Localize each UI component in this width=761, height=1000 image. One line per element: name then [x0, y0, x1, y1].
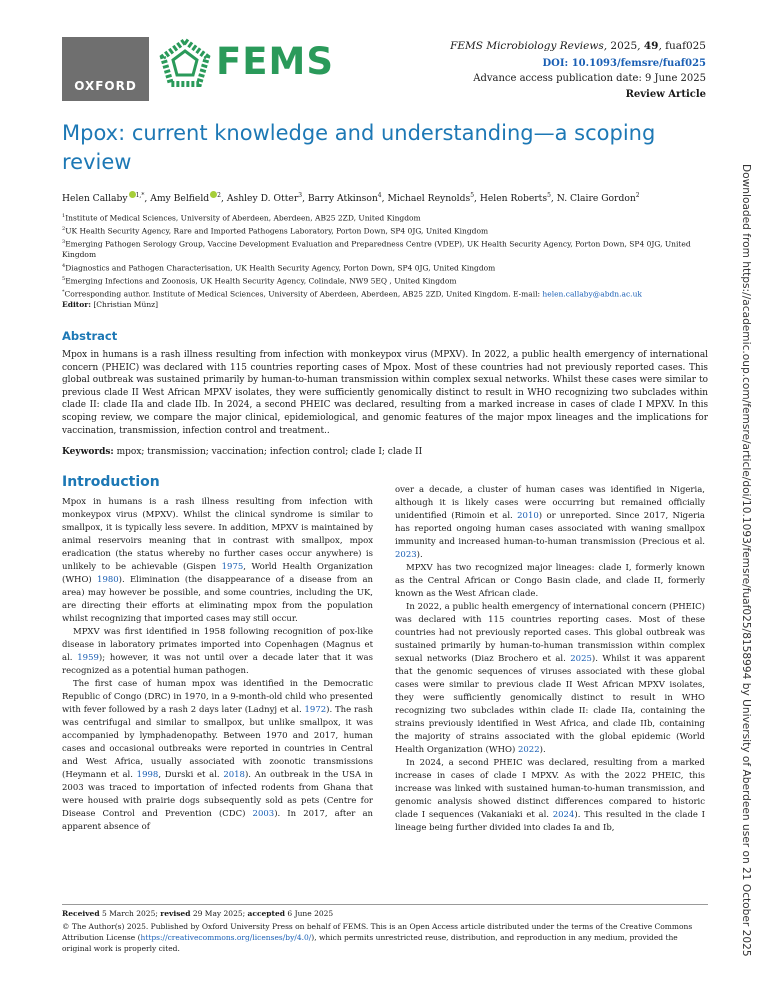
license-link[interactable]: https://creativecommons.org/licenses/by/4.0/	[140, 933, 312, 942]
body-text: Mpox in humans is a rash illness resulting from infection with monkeypox virus (MPXV). Whilst the clinical syndrome is similar to smallpox, it is typically less severe. In addition, MPXV is maintained by animal reservoirs meaning that in contrast with smallpox, mpox eradication (the status whereby no further cases occur anywhere) is unlikely to be achievable (Gispen	[62, 497, 373, 572]
download-stamp-text: Downloaded from https://academic.oup.com/femsre/article/doi/10.1093/femsre/fuaf025/8158994 by University of Aberdeen user on 21 October 2025	[740, 164, 752, 957]
author-name: Ashley D. Otter	[226, 193, 299, 205]
body-paragraph	[395, 757, 705, 835]
body-text: , Durski et al.	[158, 770, 224, 780]
body-paragraph	[395, 484, 705, 562]
accepted-label: accepted	[247, 909, 286, 918]
affiliation-sup: 5	[62, 275, 66, 282]
fems-emblem-icon	[158, 37, 212, 91]
affiliation-sup: 3	[62, 239, 66, 245]
editor-line	[62, 300, 712, 311]
body-text: ). An outbreak in the USA in 2003 was traced to importation of infected rodents from Ghana that were housed with prairie dogs subsequently sold as pets (Centre for Disease Control and Prevention (CDC)	[62, 770, 373, 819]
author-affil-sup: 2	[217, 192, 221, 199]
download-stamp	[734, 164, 756, 957]
editor-label: Editor:	[62, 299, 91, 309]
corresponding-author	[62, 287, 712, 300]
affiliation-sup: 4	[62, 262, 66, 269]
orcid-icon[interactable]	[129, 191, 136, 198]
affiliation-text: Emerging Infections and Zoonosis, UK Health Security Agency, Colindale, NW9 5EQ , United Kingdom	[65, 276, 457, 285]
accepted-date: 6 June 2025	[285, 909, 334, 918]
advance-access-date: Advance access publication date: 9 June 2025	[473, 73, 706, 84]
author-name: Amy Belfield	[150, 193, 210, 205]
footer-divider	[62, 904, 708, 905]
citation-link[interactable]: 1980	[97, 575, 119, 585]
oxford-logo	[62, 37, 149, 101]
body-text: ).	[416, 550, 423, 560]
citation-link[interactable]: 2024	[552, 810, 575, 820]
corresponding-email-link[interactable]: helen.callaby@abdn.ac.uk	[542, 289, 642, 298]
affiliation-sup: 1	[62, 213, 66, 219]
abstract-heading: Abstract	[62, 329, 118, 343]
body-paragraph: MPXV has two recognized major lineages: clade I, formerly known as the Central African or Congo Basin clade, and clade II, formerly known as the West African clade.	[395, 563, 705, 599]
introduction-heading: Introduction	[62, 474, 160, 490]
body-text: ). Whilst it was apparent that the genomic sequences of viruses associated with these global cases were similar to previous clade II West African MPXV isolates, they were sufficiently genomically distinct to result in WHO recognizing two subclades within clade II: clade IIa, containing the strains previously identified in West Africa, and clade IIb, containing the majority of strains associated with the global epidemic (World Health Organization (WHO)	[395, 654, 706, 755]
author-name: Helen Callaby	[62, 193, 128, 205]
journal-volume: 49	[643, 40, 659, 52]
citation-link[interactable]: 1972	[304, 705, 327, 715]
body-text: In 2024, a second PHEIC was declared, resulting from a marked increase in cases of clade I MPXV. As with the 2022 PHEIC, this increase was linked with sustained human-to-human transmission, and genomic analysis showed distinct differences compared to historic clade I sequences (Vakaniaki et al.	[395, 758, 705, 820]
citation-link[interactable]: 1998	[136, 770, 159, 780]
journal-article-id: fuaf025	[665, 40, 706, 52]
corresponding-text: Corresponding author. Institute of Medical Sciences, University of Aberdeen, Aberdeen, AB25 2ZD, United Kingdom. E-mail:	[64, 289, 543, 298]
received-dates	[62, 909, 333, 918]
citation-link[interactable]: 2010	[517, 511, 539, 521]
author-name: Barry Atkinson	[307, 193, 378, 205]
body-text: The first case of human mpox was identified in the Democratic Republic of Congo (DRC) in 1970, in a 9-month-old child who presented with fever followed by a rash 2 days later (Ladnyj et al.	[62, 679, 373, 715]
fems-logo-text: FEMS	[216, 40, 335, 83]
affiliation-item	[62, 224, 712, 237]
body-text: ).	[539, 745, 546, 755]
body-column-left	[62, 496, 373, 834]
author-affil-sup: 2	[635, 192, 640, 199]
affiliation-item	[62, 261, 712, 274]
author-name: N. Claire Gordon	[556, 193, 636, 205]
keywords-line	[62, 447, 422, 457]
body-paragraph	[62, 496, 373, 626]
author-list: Helen Callaby $^{1,*}$, Amy Belfield $^2$, Ashley D. Otter$^3$, Barry Atkinson$^4$, Michael Reynolds$^5$, Helen Roberts$^5$, N. Claire Gordon$^2$	[62, 192, 640, 205]
author-affil-sup: 3	[298, 192, 303, 199]
journal-year: 2025	[610, 40, 638, 52]
citation-link[interactable]: 1975	[221, 562, 244, 572]
author-affil-sup: 1,*	[135, 192, 145, 199]
author-name: Michael Reynolds	[387, 193, 471, 205]
journal-citation: FEMS Microbiology Reviews, 2025, 49, fuaf025	[450, 40, 706, 52]
keywords-list: mpox; transmission; vaccination; infection control; clade I; clade II	[113, 447, 423, 457]
citation-link[interactable]: 2025	[570, 654, 592, 664]
oxford-logo-text: OXFORD	[74, 79, 137, 93]
affiliation-text: Institute of Medical Sciences, University of Aberdeen, Aberdeen, AB25 2ZD, United Kingdom	[65, 213, 421, 223]
body-text: ). The rash was centrifugal and similar to smallpox, but unlike smallpox, it was accompanied by lymphadenopathy. Between 1970 and 2017, human cases and occasional outbreaks were reported in countries in Central and West Africa, usually associated with zoonotic transmissions (Heymann et al.	[62, 705, 373, 780]
journal-name: FEMS Microbiology Reviews	[450, 40, 604, 52]
citation-link[interactable]: 1959	[77, 653, 99, 663]
doi-link[interactable]: DOI: 10.1093/femsre/fuaf025	[542, 58, 706, 69]
affiliation-item	[62, 211, 712, 224]
body-text: In 2022, a public health emergency of international concern (PHEIC) was declared with 115 countries reporting cases. Most of these countries had not previously reported cases. This global outbreak was sustained primarily by human-to-human transmission within complex sexual networks (Diaz Brochero et al.	[395, 602, 705, 664]
body-text: ); however, it was not until over a decade later that it was recognized as a potential human pathogen.	[62, 653, 373, 676]
citation-link[interactable]: 2023	[395, 550, 417, 560]
article-type: Review Article	[625, 89, 706, 100]
body-text: MPXV was first identified in 1958 following recognition of pox-like disease in laboratory primates imported into Copenhagen (Magnus et al.	[62, 627, 373, 663]
affiliation-text: Emerging Pathogen Serology Group, Vaccine Development Evaluation and Preparedness Centre (VDEP), UK Health Security Agency, Porton Down, SP4 0JG, United Kingdom	[62, 239, 691, 259]
received-date: 5 March 2025;	[99, 909, 161, 918]
article-title: Mpox: current knowledge and understanding—a scoping review	[62, 121, 656, 174]
citation-link[interactable]: 2003	[252, 809, 275, 819]
copyright-text: © The Author(s) 2025. Published by Oxford University Press on behalf of FEMS. This is an Open Access article distributed under the terms of the Creative Commons Attribution License (	[62, 922, 693, 942]
affiliation-sup: 2	[62, 226, 66, 232]
affiliations	[62, 211, 712, 310]
received-label: Received	[62, 909, 100, 918]
corresponding-sup: *	[62, 288, 65, 295]
revised-date: 29 May 2025;	[190, 909, 248, 918]
keywords-label: Keywords:	[62, 447, 114, 457]
affiliation-text: Diagnostics and Pathogen Characterisation, UK Health Security Agency, Porton Down, SP4 0JG, United Kingdom	[65, 263, 496, 272]
body-text: over a decade, a cluster of human cases was identified in Nigeria, although it is likely cases were occurring but remained officially unidentified (Rimoin et al.	[395, 485, 705, 521]
body-text: ). This resulted in the clade I lineage being further divided into clades Ia and Ib,	[395, 810, 706, 833]
body-paragraph	[395, 601, 705, 757]
abstract-text: Mpox in humans is a rash illness resulting from infection with monkeypox virus (MPXV). In 2022, a public health emergency of international concern (PHEIC) was declared with 115 countries reporting cases of Mpox. Most of these countries had not previously reported cases. This global outbreak was sustained primarily by human-to-human transmission within complex sexual networks. Whilst these cases were similar to previous clade II West African MPXV isolates, they were sufficiently genomically distinct to result in WHO recognizing two subclades within clade II: clade IIa and clade IIb. In 2024, a second PHEIC was declared, resulting from a marked increase in cases of clade I MPXV. In this scoping review, we compare the major clinical, epidemiological, and genomic features of the major mpox lineages and the implications for vaccination, transmission, infection control and treatment..	[62, 350, 708, 436]
author-affil-sup: 5	[547, 192, 551, 199]
affiliation-item	[62, 274, 712, 287]
body-paragraph	[62, 626, 373, 678]
copyright-notice	[62, 921, 708, 954]
revised-label: revised	[160, 909, 191, 918]
body-text: ). In 2017, after an apparent absence of	[62, 809, 373, 832]
editor-name: [Christian Münz]	[91, 299, 159, 309]
author-name: Helen Roberts	[479, 193, 548, 205]
body-text: , World Health Organization (WHO)	[62, 562, 373, 585]
author-affil-sup: 4	[377, 192, 382, 199]
body-paragraph	[62, 678, 373, 834]
affiliation-text: UK Health Security Agency, Rare and Imported Pathogens Laboratory, Porton Down, SP4 0JG, United Kingdom	[65, 226, 489, 236]
author-affil-sup: 5	[470, 192, 475, 199]
copyright-text: ), which permits unrestricted reuse, distribution, and reproduction in any medium, provided the original work is properly cited.	[62, 933, 678, 953]
citation-link[interactable]: 2018	[223, 770, 245, 780]
citation-link[interactable]: 2022	[517, 745, 540, 755]
body-text: ). Elimination (the disappearance of a disease from an area) may however be possible, and some countries, including the UK, are directing their efforts at eliminating mpox from the population whilst recognizing that imported cases may still occur.	[62, 575, 374, 624]
body-column-right	[395, 484, 705, 835]
body-text: ) or unreported. Since 2017, Nigeria has reported ongoing human cases associated with waning smallpox immunity and increased human-to-human transmission (Precious et al.	[395, 511, 705, 547]
affiliation-item	[62, 237, 712, 261]
